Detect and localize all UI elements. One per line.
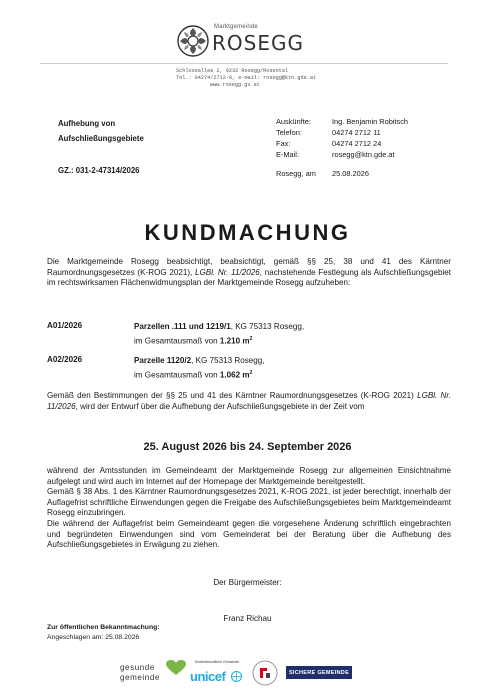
paragraph-text: , wird der Entwurf über die Aufhebung der Aufschließungsgebiete in der Zeit vom	[75, 401, 365, 411]
subject-line: Aufschließungsgebiete	[58, 134, 144, 143]
address-block	[176, 68, 336, 89]
address-line: Schlossallee 2, 9232 Rosegg/Rosental	[176, 68, 289, 74]
parcel-id: Parzellen .111 und 1219/1	[134, 322, 231, 331]
posting-date: Angeschlagen am: 25.08.2026	[47, 634, 140, 641]
rose-emblem-icon	[176, 24, 210, 58]
item-details	[134, 355, 265, 382]
contact-value: 04274 2712 24	[332, 139, 382, 148]
contact-label: Fax:	[276, 139, 291, 148]
contact-row	[276, 116, 456, 127]
intro-paragraph	[47, 257, 451, 289]
municipality-prefix: Marktgemeinde	[214, 24, 258, 30]
item-code: A02/2026	[47, 355, 83, 364]
gemeinde-text: gemeinde	[120, 673, 160, 682]
contact-row	[276, 138, 456, 149]
contact-row	[276, 149, 456, 160]
address-line: www.rosegg.gv.at	[210, 82, 260, 88]
parcel-location: , KG 75313 Rosegg,	[230, 322, 305, 331]
area-label: im Gesamtausmaß von	[134, 370, 220, 380]
body-paragraphs	[47, 466, 451, 551]
display-period: 25. August 2026 bis 24. September 2026	[143, 441, 352, 453]
address-line: Tel.: 04274/2712-0, e-mail: rosegg@ktn.gde.at	[176, 75, 317, 81]
contact-label: Telefon:	[276, 128, 302, 137]
signatory-name: Franz Richau	[223, 614, 272, 623]
email-link[interactable]: rosegg@ktn.gde.at	[332, 150, 395, 159]
intro-text: Die Marktgemeinde Rosegg beabsichtigt, beabsichtigt, gemäß §§ 25, 38 und 41 des Kärntner Raumordnungsgesetzes (K-ROG 2021),	[47, 257, 451, 277]
globe-icon	[231, 671, 242, 682]
unicef-wordmark: unicef	[190, 669, 226, 684]
paragraph-text: Gemäß den Bestimmungen der §§ 25 und 41 des Kärntner Raumordnungsgesetzes (K-ROG 2021)	[47, 391, 418, 400]
document-date: 25.08.2026	[332, 169, 369, 178]
area-value: 1.062 m	[219, 370, 250, 380]
item-details	[134, 321, 304, 348]
contact-value: 04274 2712 11	[332, 128, 381, 137]
contact-block	[276, 116, 456, 179]
area-value: 1.210 m	[219, 336, 250, 346]
place-label: Rosegg, am	[276, 169, 316, 178]
area-unit-sup: 2	[249, 336, 253, 342]
contact-label[interactable]: E-Mail:	[276, 150, 299, 159]
header-divider	[40, 63, 448, 64]
gesunde-gemeinde-logo	[120, 660, 188, 686]
contact-row	[276, 127, 456, 138]
publication-label: Zur öffentlichen Bekanntmachung:	[47, 624, 160, 631]
area-label: im Gesamtausmaß von	[134, 336, 220, 346]
heart-icon	[166, 660, 186, 676]
paragraph-text: Die während der Auflagefrist beim Gemeindeamt gegen die vorgesehene Änderung schriftlich eingebrachten und begründeten Einwendungen sind vom Gemeinderat bei der Beratung über die Aufhebung des Aufschließungsgebietes in Erwägung zu ziehen.	[47, 518, 451, 550]
unicef-logo	[190, 660, 244, 688]
paragraph-text: während der Amtsstunden im Gemeindeamt der Marktgemeinde Rosegg zur allgemeinen Einsichtnahme aufgelegt und wird auch im Internet auf der Homepage der Marktgemeinde bereitgestellt.	[47, 466, 451, 486]
municipality-name: ROSEGG	[212, 31, 304, 55]
contact-label: Auskünfte:	[276, 117, 311, 126]
unicef-caption: Kinderfreundliche Gemeinde	[194, 660, 240, 664]
item-code: A01/2026	[47, 321, 83, 330]
contact-value: Ing. Benjamin Robitsch	[332, 117, 408, 126]
law-reference: LGBl. Nr. 11/2026	[47, 391, 451, 411]
legal-paragraph	[47, 391, 451, 412]
law-reference: LGBl. Nr. 11/2026	[195, 267, 260, 277]
parcel-location: , KG 75313 Rosegg,	[191, 356, 265, 365]
page-title: KUNDMACHUNG	[144, 220, 351, 245]
signature-role: Der Bürgermeister:	[213, 578, 282, 587]
certification-seal	[252, 660, 278, 686]
sichere-text: SICHERE GEMEINDE	[288, 669, 350, 676]
reference-number: GZ.: 031-2-47314/2026	[58, 166, 140, 175]
date-row	[276, 168, 456, 179]
gesunde-text: gesunde	[120, 663, 155, 672]
area-unit-sup: 2	[249, 370, 253, 376]
seal-icon	[252, 660, 278, 686]
sichere-gemeinde-logo	[286, 666, 352, 679]
parcel-id: Parzelle 1120/2	[134, 356, 192, 365]
municipality-crest	[176, 24, 210, 58]
paragraph-text: Gemäß § 38 Abs. 1 des Kärntner Raumordnungsgesetzes 2021, K-ROG 2021, ist jeder berechtigt, innerhalb der Auflagefrist schriftliche Einwendungen gegen die Freigabe des Aufschließungsgebietes beim Marktgemeindeamt Rosegg einzubringen.	[47, 487, 451, 518]
intro-text: , nachstehende Festlegung als Aufschließungsgebiet im rechtswirksamen Flächenwidmungsplan der Marktgemeinde Rosegg aufzuheben:	[47, 267, 451, 288]
subject-line: Aufhebung von	[58, 119, 116, 128]
